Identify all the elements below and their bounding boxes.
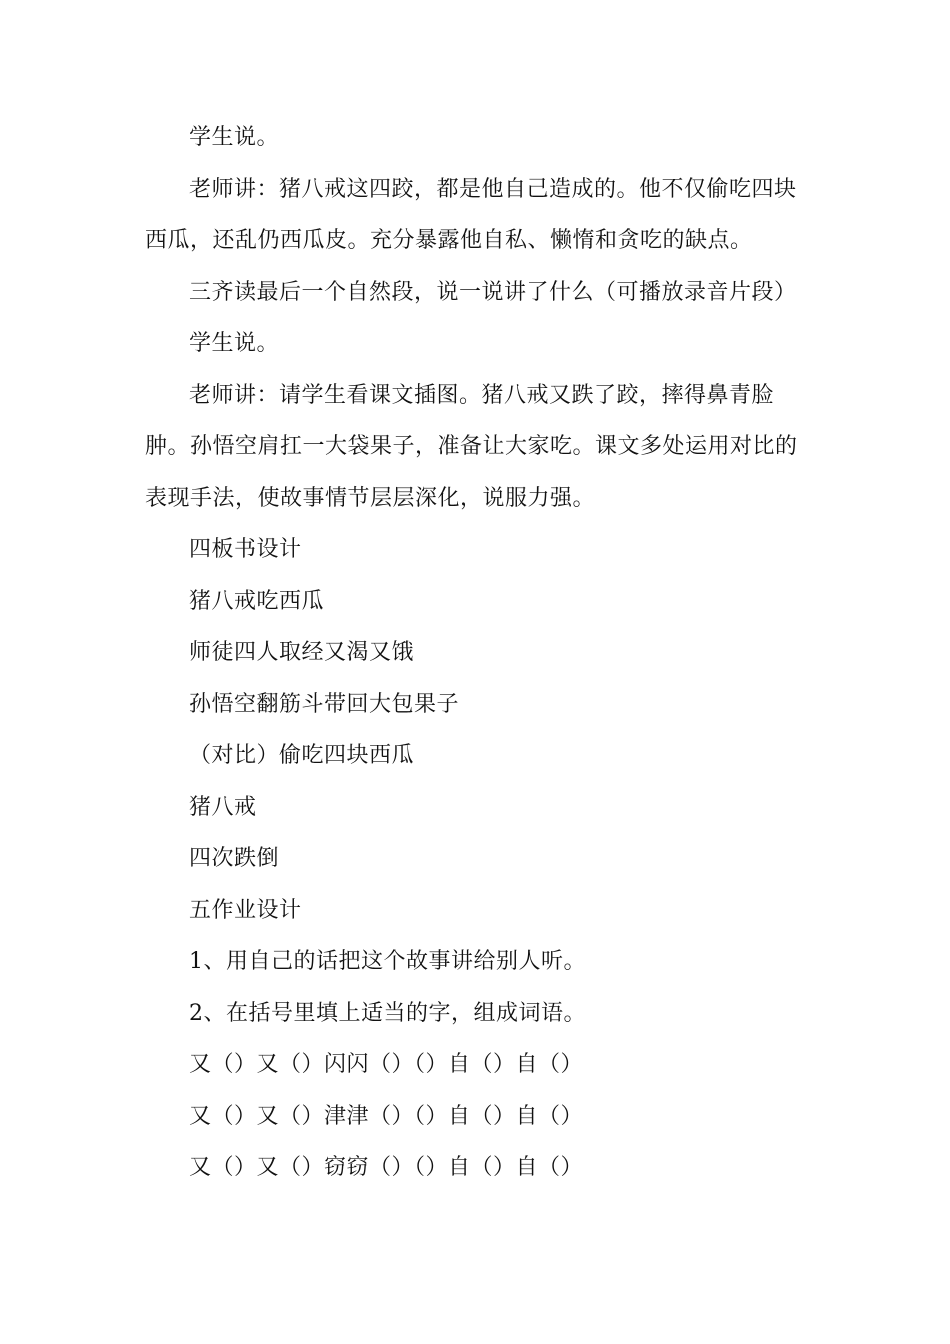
board-line-pig: 猪八戒 [189, 794, 257, 820]
homework-item-2: 2、在括号里填上适当的字，组成词语。 [189, 1000, 586, 1026]
board-line-title: 猪八戒吃西瓜 [189, 588, 325, 614]
board-line-monkey: 孙悟空翻筋斗带回大包果子 [189, 691, 460, 717]
board-line-contrast: （对比）偷吃四块西瓜 [189, 743, 415, 768]
fill-blank-row-1: 又（）又（）闪闪（）（）自（）自（） [189, 1052, 584, 1077]
section-heading-board-design: 四板书设计 [189, 537, 302, 562]
homework-item-1: 1、用自己的话把这个故事讲给别人听。 [189, 949, 586, 974]
board-line-journey: 师徒四人取经又渴又饿 [189, 640, 415, 665]
section-heading-homework: 五作业设计 [189, 897, 302, 923]
board-line-falls: 四次跌倒 [189, 846, 280, 871]
paragraph-teacher-explains-falls: 老师讲：猪八戒这四跤，都是他自己造成的。他不仅偷吃四块西瓜，还乱仍西瓜皮。充分暴露他自私、懒惰和贪吃的缺点。 [145, 176, 797, 253]
fill-blank-row-3: 又（）又（）窃窃（）（）自（）自（） [189, 1155, 584, 1180]
fill-blank-row-2: 又（）又（）津津（）（）自（）自（） [189, 1103, 584, 1129]
paragraph-student-says-2: 学生说。 [189, 331, 280, 356]
paragraph-student-says-1: 学生说。 [189, 125, 280, 150]
paragraph-read-last-section: 三齐读最后一个自然段，说一说讲了什么（可播放录音片段） [189, 279, 797, 305]
paragraph-teacher-explains-illustration: 老师讲：请学生看课文插图。猪八戒又跌了跤，摔得鼻青脸肿。孙悟空肩扛一大袋果子，准备让大家吃。课文多处运用对比的表现手法，使故事情节层层深化，说服力强。 [145, 382, 798, 511]
document-body [145, 112, 805, 1194]
